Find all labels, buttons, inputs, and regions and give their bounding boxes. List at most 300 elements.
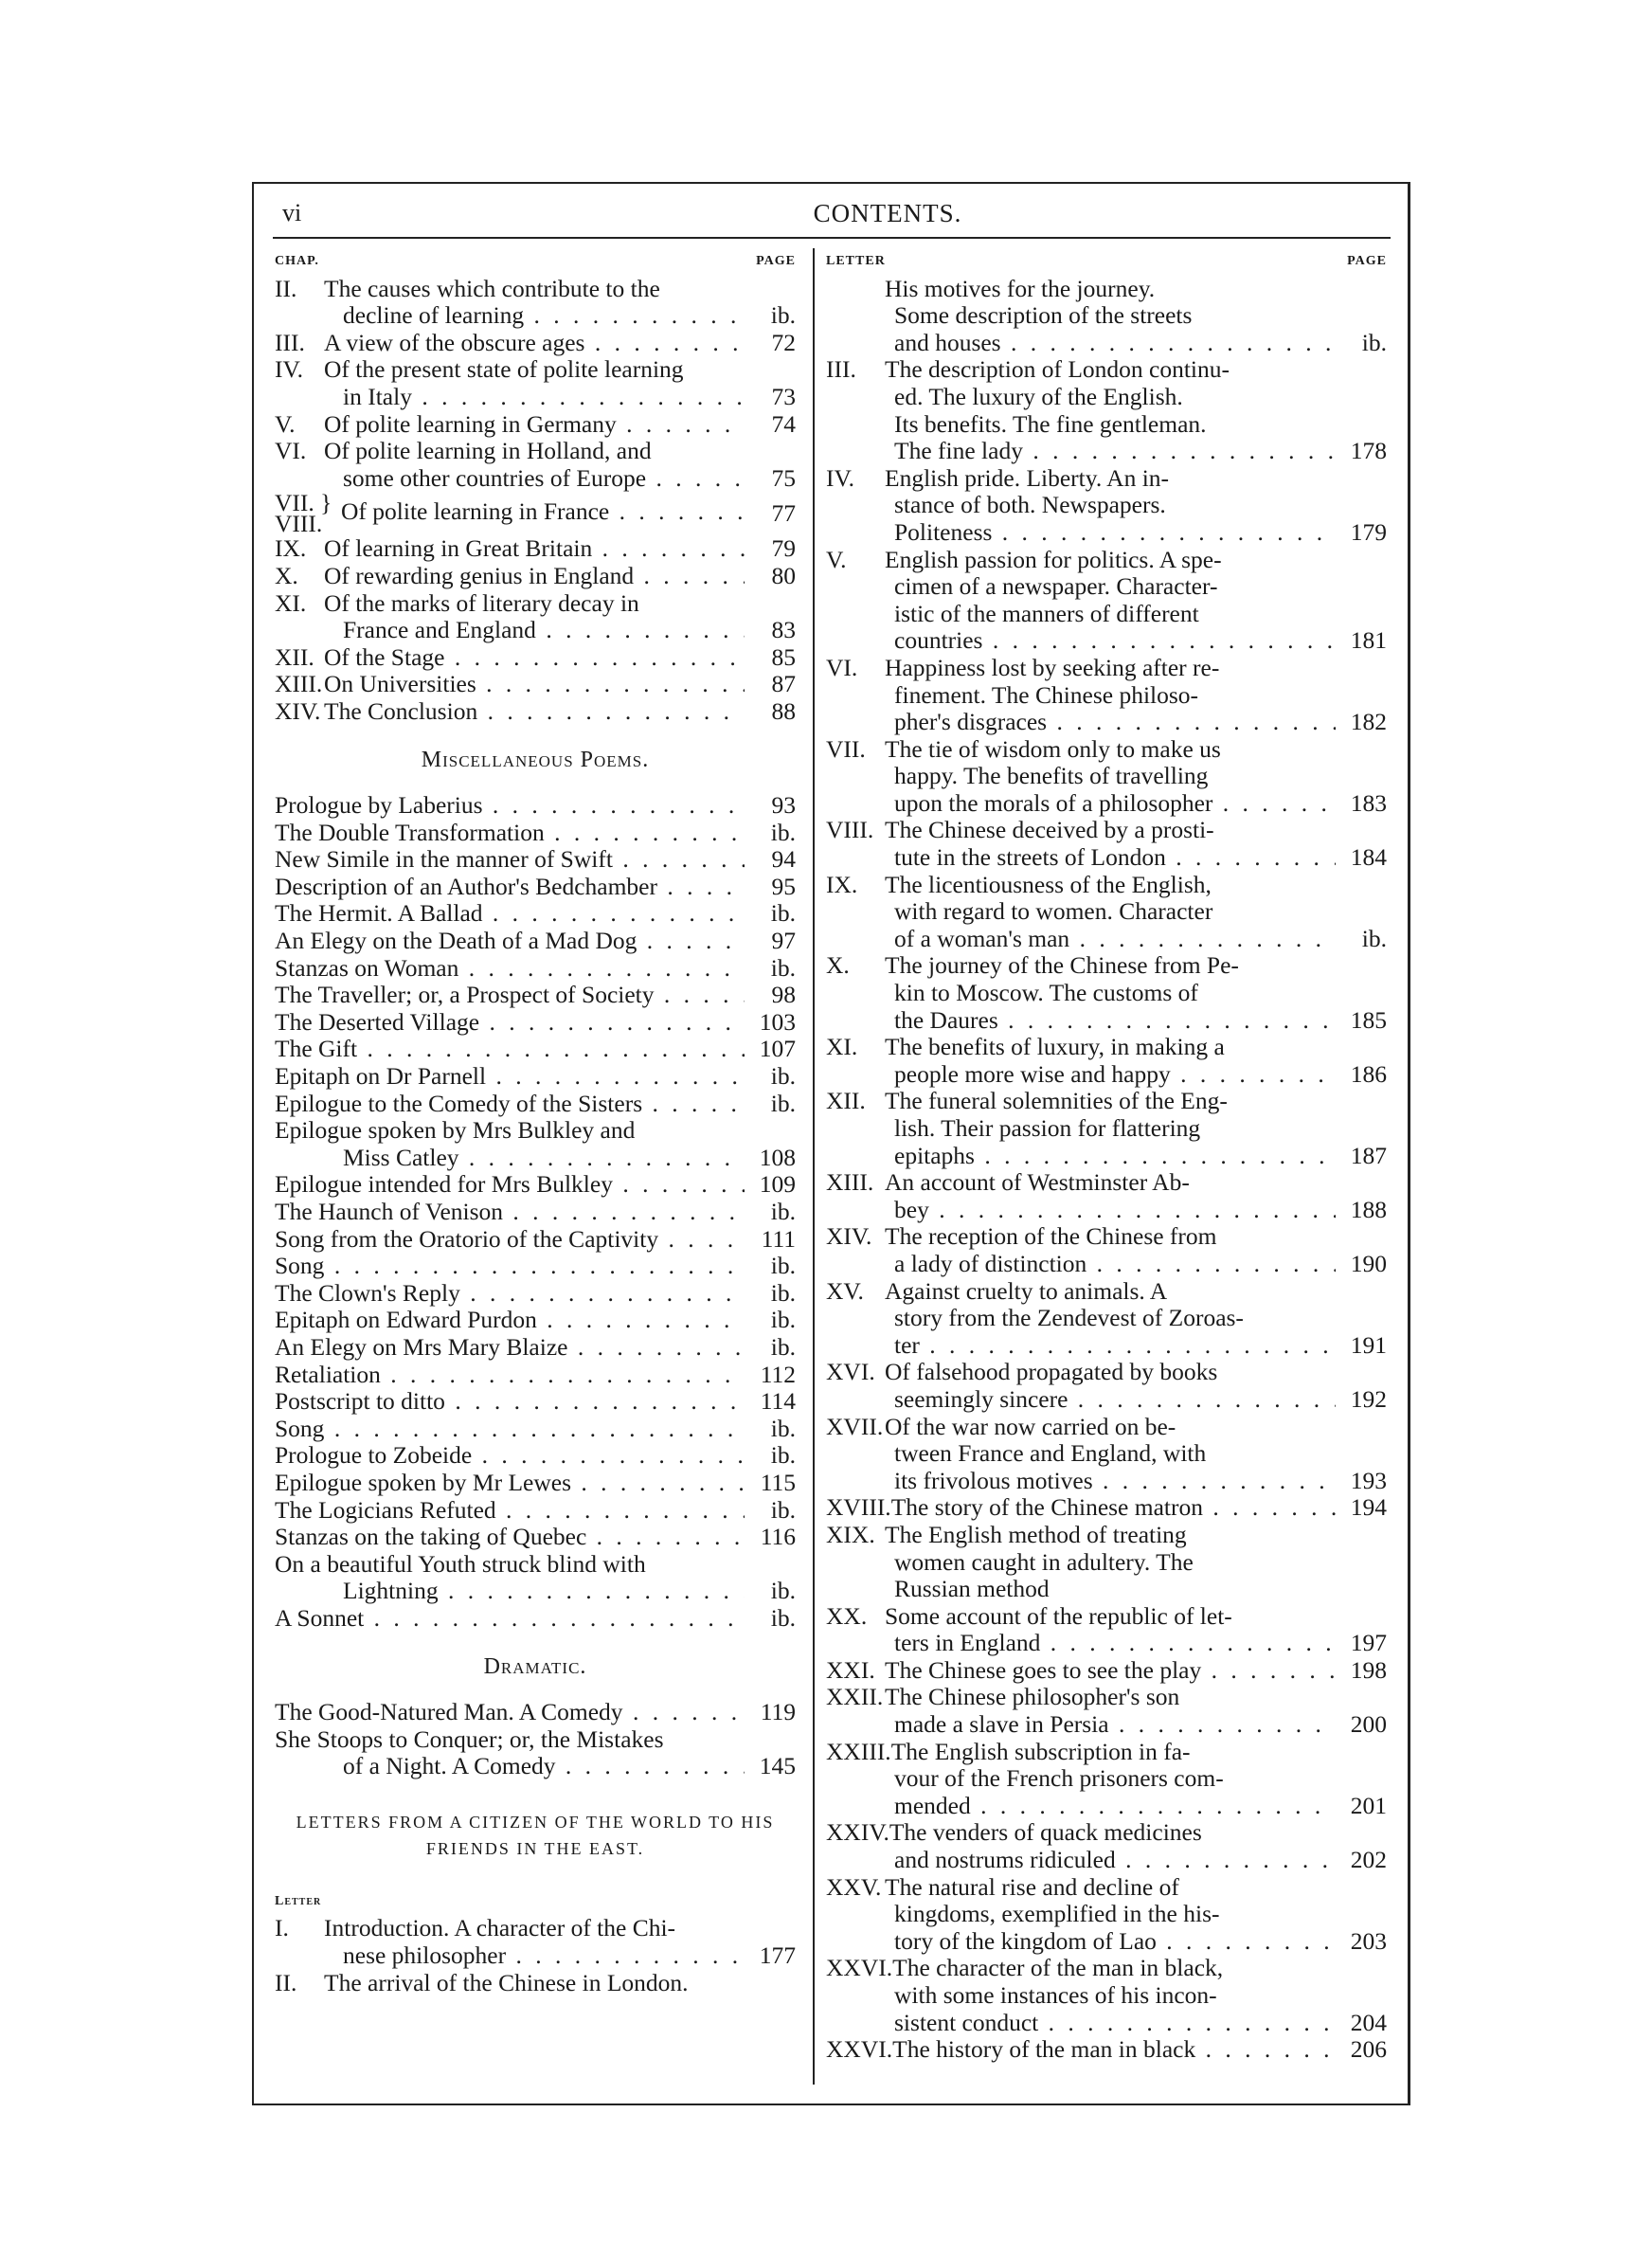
right-letter-list: [826, 276, 1387, 2064]
poem-title: [275, 846, 745, 874]
letter-text: kin to Moscow. The customs of: [894, 980, 1198, 1007]
letter-title: [826, 601, 1336, 628]
letter-title: [826, 952, 1336, 980]
letter-text: The English subscription in fa-: [890, 1738, 1191, 1765]
letter-numeral: XVI.: [826, 1359, 875, 1386]
poem-text: The Traveller; or, a Prospect of Society: [275, 982, 655, 1009]
letter-line: [826, 356, 1387, 384]
letter-text: tory of the kingdom of Lao: [894, 1927, 1157, 1955]
letter-line: [826, 952, 1387, 980]
letter-entry: [826, 465, 1387, 547]
poem-page: ib.: [770, 1252, 796, 1280]
chapter-title: [275, 698, 745, 726]
letter-title: [826, 682, 1336, 710]
letter-entry: [826, 1278, 1387, 1360]
letter-numeral: VII.: [826, 735, 866, 763]
chapter-entry: [275, 563, 796, 590]
chapter-numeral: XII.: [275, 643, 314, 671]
poem-line-last: [275, 1442, 796, 1470]
letter-page: ib.: [1361, 924, 1387, 952]
letter-text: countries: [894, 627, 983, 655]
chapter-page: 73: [771, 382, 796, 410]
page-label: PAGE: [756, 254, 796, 268]
poem-text: An Elegy on Mrs Mary Blaize: [275, 1333, 568, 1361]
letter-title: [826, 547, 1336, 574]
letter-page: 182: [1350, 708, 1387, 736]
letter-line-last: [826, 1494, 1387, 1522]
poem-line-last: [275, 1578, 796, 1605]
letter-page: 188: [1350, 1195, 1387, 1223]
poem-line-last: [275, 1036, 796, 1063]
chapter-title: [275, 411, 745, 439]
poem-page: ib.: [770, 899, 796, 928]
poem-line-last: [275, 1199, 796, 1226]
poem-entry: [275, 1470, 796, 1497]
poem-title: [275, 1145, 745, 1172]
poem-line: [275, 1117, 796, 1145]
letter-text: bey: [894, 1196, 929, 1223]
letter-text: The journey of the Chinese from Pe-: [885, 952, 1239, 980]
letter-title: [826, 1088, 1336, 1115]
poem-page: 111: [761, 1224, 796, 1253]
letter-line: [826, 1901, 1387, 1928]
chapter-line-last: [275, 644, 796, 672]
letter-line: [826, 1305, 1387, 1332]
poem-text: Retaliation: [275, 1361, 381, 1388]
letter-line-last: [826, 2036, 1387, 2064]
chapter-text: Of the present state of polite learning: [324, 356, 684, 384]
letter-entry: [826, 1874, 1387, 1956]
letter-page: 198: [1350, 1655, 1387, 1684]
left-column: [275, 248, 796, 1996]
chapter-page: 80: [771, 561, 796, 589]
letter-title: [826, 1793, 1336, 1820]
poem-title: [275, 1226, 745, 1254]
letter-entry: [826, 1494, 1387, 1522]
letter-line: [826, 1278, 1387, 1306]
letter-text: epitaphs: [894, 1142, 975, 1169]
chapter-line-last: [275, 330, 796, 357]
drama-page: 145: [759, 1752, 796, 1780]
page-col-label: PAGE: [1347, 254, 1387, 268]
chapter-text: Of the Stage: [324, 643, 445, 671]
chapter-title: [275, 276, 745, 303]
letter-line: [826, 465, 1387, 493]
letter-title: [826, 1061, 1336, 1089]
chapter-text: Of rewarding genius in England: [324, 562, 635, 589]
letter-line-last: [826, 1251, 1387, 1278]
letter-title: [826, 1034, 1336, 1061]
letter-title: [826, 1819, 1336, 1847]
poem-title: [275, 1307, 745, 1334]
drama-text: of a Night. A Comedy: [343, 1753, 556, 1780]
poem-page: ib.: [770, 953, 796, 982]
poem-entry: [275, 846, 796, 874]
poem-line-last: [275, 1307, 796, 1334]
poem-page: 98: [771, 981, 796, 1009]
letter-numeral: VIII.: [826, 817, 874, 844]
poem-title: [275, 820, 745, 847]
letter-page: 184: [1350, 843, 1387, 872]
letter-text: The history of the man in black: [892, 2036, 1196, 2064]
poem-line-last: [275, 874, 796, 901]
letter-entry: [275, 1970, 796, 1997]
letter-text: and houses: [894, 329, 1001, 356]
page-number: vi: [282, 199, 302, 226]
letter-line: [826, 817, 1387, 844]
chapter-page: 88: [771, 696, 796, 725]
letter-line: [826, 547, 1387, 574]
letter-line: [826, 1603, 1387, 1631]
letter-page: 183: [1350, 788, 1387, 817]
chapter-page: 83: [771, 616, 796, 644]
letter-label: Letter: [275, 1893, 322, 1908]
letter-entry: [826, 655, 1387, 736]
chapter-line-last: [275, 671, 796, 698]
poem-text: A Sonnet: [275, 1604, 365, 1632]
chapter-title: [275, 617, 745, 644]
chapter-entry: [275, 492, 796, 535]
poem-title: [275, 1009, 745, 1037]
letter-text: Some description of the streets: [894, 302, 1193, 330]
chapter-numeral-pair: [275, 493, 341, 534]
letter-text: happy. The benefits of travelling: [894, 763, 1209, 790]
letter-title: [826, 330, 1336, 357]
poem-entry: [275, 982, 796, 1009]
letter-line-last: [826, 926, 1387, 953]
letter-text: story from the Zendevest of Zoroas-: [894, 1305, 1244, 1332]
letter-numeral: XXI.: [826, 1656, 875, 1684]
letter-title: [275, 1915, 745, 1942]
chapter-numeral: XI.: [275, 589, 307, 617]
poem-entry: [275, 820, 796, 847]
chapter-entry: [275, 330, 796, 357]
poem-line-last: [275, 1063, 796, 1091]
letter-entry: [826, 2036, 1387, 2064]
poem-line-last: [275, 1605, 796, 1633]
drama-title: [275, 1726, 745, 1754]
letter-line: [826, 1359, 1387, 1386]
poem-title: [275, 1497, 745, 1525]
letter-text: The fine lady: [894, 438, 1023, 465]
letter-title: [826, 1143, 1336, 1170]
poem-line-last: [275, 1171, 796, 1199]
letter-line: [826, 384, 1387, 411]
poem-entry: [275, 1551, 796, 1605]
chapter-text: The causes which contribute to the: [324, 275, 660, 302]
chapter-text: Of polite learning in Holland, and: [324, 438, 652, 465]
chapter-page: 79: [771, 534, 796, 563]
chapter-line-last: [275, 698, 796, 726]
poem-title: [275, 874, 745, 901]
poem-page: 93: [771, 791, 796, 820]
chapter-text: in Italy: [343, 383, 412, 410]
letter-title: [826, 1630, 1336, 1657]
poem-text: The Clown's Reply: [275, 1279, 460, 1307]
letter-numeral: V.: [826, 546, 847, 573]
poem-text: Miss Catley: [343, 1144, 459, 1171]
poem-page: 97: [771, 927, 796, 955]
letter-title: [826, 1684, 1336, 1711]
poem-line-last: [275, 792, 796, 820]
letter-text: Happiness lost by seeking after re-: [885, 654, 1220, 681]
poem-text: Lightning: [343, 1578, 439, 1605]
letter-line-last: [826, 330, 1387, 357]
letter-text: vour of the French prisoners com-: [894, 1765, 1224, 1793]
letter-line: [826, 492, 1387, 519]
letter-text: Some account of the republic of let-: [885, 1602, 1232, 1630]
poem-line-last: [275, 820, 796, 847]
poem-text: Description of an Author's Bedchamber: [275, 873, 657, 900]
letter-line: [826, 763, 1387, 790]
chapter-text: some other countries of Europe: [343, 464, 647, 492]
letter-text: Politeness: [894, 518, 993, 546]
letter-text: cimen of a newspaper. Character-: [894, 573, 1218, 601]
poem-line-last: [275, 1280, 796, 1308]
letter-title: [826, 1928, 1336, 1956]
letter-line-last: [826, 1793, 1387, 1820]
letter-text: Its benefits. The fine gentleman.: [894, 410, 1207, 438]
letter-title: [826, 926, 1336, 953]
poem-page: 112: [760, 1360, 796, 1388]
letter-page: 204: [1350, 2008, 1387, 2036]
letter-title: [826, 356, 1336, 384]
letter-page: 179: [1350, 517, 1387, 546]
poem-entry: [275, 928, 796, 955]
letter-title: [826, 1468, 1336, 1495]
poem-line-last: [275, 1416, 796, 1443]
letter-line-last: [826, 1007, 1387, 1035]
poem-title: [275, 1416, 745, 1443]
letter-title: [826, 980, 1336, 1007]
letter-text: istic of the manners of different: [894, 600, 1199, 627]
poem-title: [275, 1578, 745, 1605]
letter-entry: [826, 547, 1387, 655]
letter-line: [826, 1982, 1387, 2010]
chapter-line-last: [275, 411, 796, 439]
letter-line: [826, 573, 1387, 601]
letter-entry: [826, 1819, 1387, 1873]
chapter-line-last: [275, 563, 796, 590]
letter-text: made a slave in Persia: [894, 1711, 1109, 1739]
letter-text: Russian method: [894, 1576, 1050, 1603]
poem-text: Song: [275, 1415, 325, 1442]
drama-title: [275, 1753, 745, 1780]
poem-entry: [275, 1334, 796, 1362]
letter-text: The tie of wisdom only to make us: [885, 735, 1221, 763]
poem-text: An Elegy on the Death of a Mad Dog: [275, 928, 637, 955]
dramatic-heading: Dramatic.: [483, 1653, 587, 1679]
poem-title: [275, 1171, 745, 1199]
letter-numeral: XV.: [826, 1277, 864, 1305]
poem-text: Epilogue intended for Mrs Bulkley: [275, 1171, 613, 1199]
letter-title: [275, 1942, 745, 1970]
poem-text: The Gift: [275, 1036, 358, 1063]
letter-page: 202: [1350, 1846, 1387, 1874]
poem-page: ib.: [770, 1495, 796, 1524]
letter-entry: [275, 1915, 796, 1969]
chapter-entry: [275, 411, 796, 439]
letter-text: Introduction. A character of the Chi-: [324, 1915, 676, 1942]
letter-title: [826, 627, 1336, 655]
letter-line-last: [826, 790, 1387, 818]
chapter-text: Of the marks of literary decay in: [324, 589, 639, 617]
letter-text: women caught in adultery. The: [894, 1548, 1194, 1576]
poem-text: Epitaph on Dr Parnell: [275, 1063, 487, 1091]
letter-line: [826, 1223, 1387, 1251]
chapter-page: 77: [771, 499, 796, 528]
left-letter-list: [275, 1915, 796, 1996]
letter-line-last: [826, 1468, 1387, 1495]
chapter-numeral: II.: [275, 275, 297, 302]
poem-text: Stanzas on Woman: [275, 954, 459, 982]
letter-line: [826, 601, 1387, 628]
poem-page: 103: [759, 1007, 796, 1036]
letter-text: its frivolous motives: [894, 1467, 1093, 1494]
column-divider: [813, 248, 815, 2085]
page-title: CONTENTS.: [813, 199, 962, 227]
poem-text: The Hermit. A Ballad: [275, 900, 483, 928]
chapter-title: [275, 644, 745, 672]
poem-entry: [275, 1307, 796, 1334]
poem-line-last: [275, 1091, 796, 1118]
letter-page: 192: [1350, 1384, 1387, 1413]
letter-line: [826, 1414, 1387, 1441]
letter-title: [826, 736, 1336, 764]
chapter-numeral: III.: [275, 329, 305, 356]
letter-line: [826, 1088, 1387, 1115]
letter-text: with some instances of his incon-: [894, 1982, 1217, 2009]
letter-title: [826, 1874, 1336, 1902]
chapter-title: [275, 302, 745, 330]
letter-text: English passion for politics. A spe-: [885, 546, 1222, 573]
letter-entry: [826, 1739, 1387, 1820]
poem-text: Song: [275, 1253, 325, 1280]
letter-entry: [826, 817, 1387, 871]
letter-line: [826, 682, 1387, 710]
poem-title: [275, 1117, 745, 1145]
letter-title: [826, 573, 1336, 601]
letter-line: [826, 1522, 1387, 1549]
letter-page: 187: [1350, 1141, 1387, 1169]
poem-title: [275, 1470, 745, 1497]
poem-page: ib.: [770, 1062, 796, 1091]
poem-entry: [275, 792, 796, 820]
poem-text: Postscript to ditto: [275, 1388, 445, 1416]
letter-entry: [826, 1603, 1387, 1657]
chapter-text: The Conclusion: [324, 697, 478, 725]
poem-page: ib.: [770, 1198, 796, 1225]
letter-entry: [826, 1657, 1387, 1685]
poem-page: 108: [759, 1143, 796, 1171]
letter-text: The Chinese deceived by a prosti-: [885, 817, 1214, 844]
poem-line-last: [275, 1334, 796, 1362]
chapter-page: 75: [771, 463, 796, 492]
letter-title: [826, 655, 1336, 682]
poem-text: On a beautiful Youth struck blind with: [275, 1550, 646, 1578]
poem-page: ib.: [770, 818, 796, 846]
poem-entry: [275, 1009, 796, 1037]
letter-line-last: [275, 1942, 796, 1970]
letter-numeral: XI.: [826, 1034, 858, 1061]
chapter-entry: [275, 438, 796, 492]
right-column-head: [826, 248, 1387, 276]
letter-title: [826, 438, 1336, 465]
letter-numeral: XII.: [826, 1088, 866, 1115]
letter-text: mended: [894, 1792, 971, 1819]
poem-title: [275, 1388, 745, 1416]
poem-text: Epilogue spoken by Mrs Bulkley and: [275, 1117, 636, 1145]
letter-numeral: XXIII.: [826, 1738, 891, 1765]
chapter-entry: [275, 276, 796, 330]
letter-numeral: XX.: [826, 1602, 868, 1630]
poem-page: 107: [759, 1035, 796, 1063]
letter-line-last: [826, 844, 1387, 872]
letter-entry: [826, 1955, 1387, 2036]
letter-text: English pride. Liberty. An in-: [885, 464, 1170, 492]
letter-title: [826, 519, 1336, 547]
poem-title: [275, 900, 745, 928]
letter-page: 203: [1350, 1926, 1387, 1955]
letter-line: [826, 1739, 1387, 1766]
chapter-entry: [275, 356, 796, 410]
poem-entry: [275, 955, 796, 983]
chapter-line-last: [275, 302, 796, 330]
letter-page: 190: [1350, 1249, 1387, 1277]
chapter-line: [275, 356, 796, 384]
letter-page: 197: [1350, 1629, 1387, 1657]
letter-text: Of falsehood propagated by books: [885, 1359, 1218, 1386]
poem-title: [275, 1063, 745, 1091]
poem-entry: [275, 1063, 796, 1091]
letter-page: 194: [1350, 1493, 1387, 1522]
poem-text: Prologue by Laberius: [275, 792, 483, 820]
poem-title: [275, 928, 745, 955]
chapter-text: On Universities: [324, 671, 476, 698]
letter-col-label: LETTER: [826, 254, 886, 268]
letter-line-last: [826, 2010, 1387, 2037]
chapter-line-last: [275, 535, 796, 563]
letter-title: [826, 1197, 1336, 1224]
letter-entry: [826, 1088, 1387, 1169]
letter-numeral: I.: [275, 1915, 289, 1942]
drama-entry: [275, 1699, 796, 1726]
letter-numeral: XIII.: [826, 1169, 874, 1197]
letter-line: [826, 898, 1387, 926]
letter-line: [826, 872, 1387, 899]
letter-line: [826, 1819, 1387, 1847]
letter-page: 191: [1350, 1330, 1387, 1359]
poem-text: Song from the Oratorio of the Captivity: [275, 1225, 659, 1253]
letter-text: pher's disgraces: [894, 709, 1048, 736]
chapter-page: 85: [771, 642, 796, 671]
poem-page: ib.: [770, 1603, 796, 1632]
poem-entry: [275, 1253, 796, 1280]
poem-title: [275, 1605, 745, 1633]
letter-text: ters in England: [894, 1630, 1041, 1657]
letter-text: the Daures: [894, 1006, 998, 1034]
letter-text: Of the war now carried on be-: [885, 1413, 1176, 1440]
poem-line-last: [275, 1226, 796, 1254]
chapter-line-last: [275, 384, 796, 411]
letter-title: [826, 1414, 1336, 1441]
letter-page: 181: [1350, 626, 1387, 655]
letter-text: The venders of quack medicines: [889, 1819, 1202, 1847]
poem-page: 114: [760, 1387, 796, 1416]
chapter-numeral: XIV.: [275, 697, 321, 725]
letter-line: [826, 655, 1387, 682]
letter-text: ed. The luxury of the English.: [894, 383, 1183, 410]
